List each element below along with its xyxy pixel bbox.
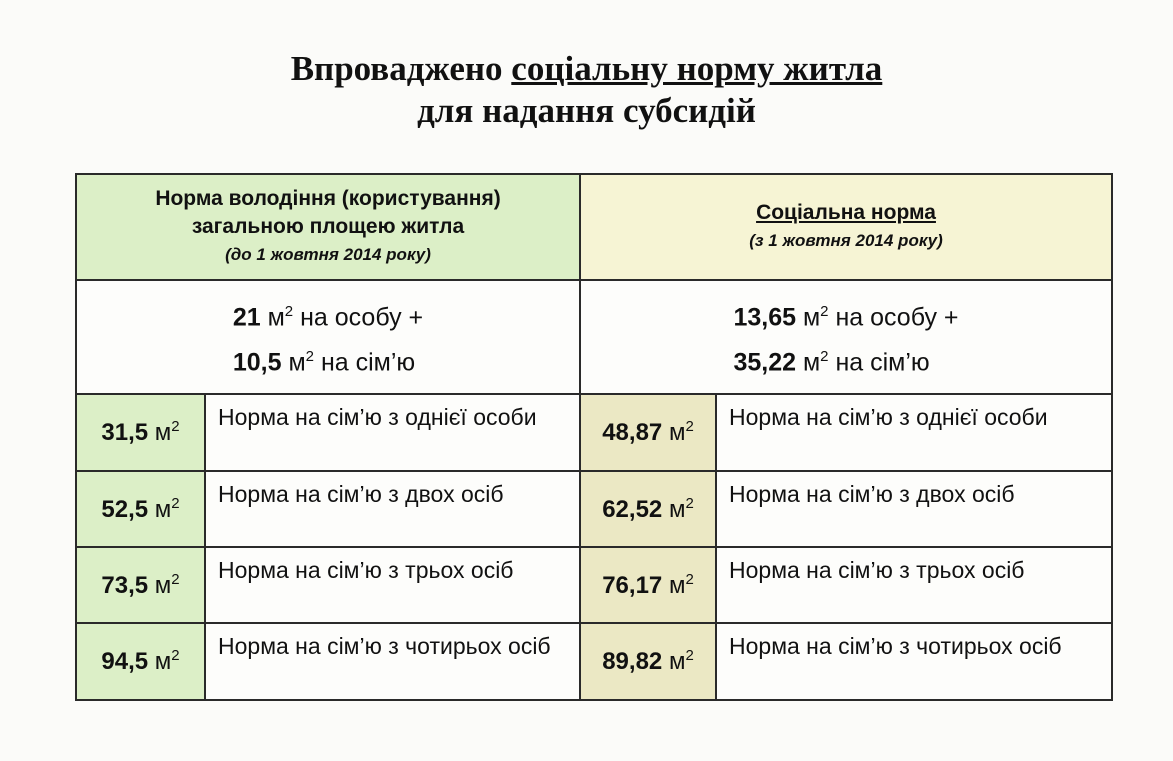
- header-old-line-1: Норма володіння (користування): [155, 187, 501, 210]
- title-line-1: [0, 48, 1173, 90]
- base-social-norm: 13,65 $м^2$ на особу + 35,22 $м^2$ на сім’ю: [580, 280, 1112, 394]
- old-value-cell: 52,5 $м^2$: [76, 471, 205, 547]
- old-value-cell: 31,5 $м^2$: [76, 394, 205, 471]
- social-per-family-value: 35,22: [733, 348, 797, 377]
- social-per-person-text: на особу +: [828, 303, 959, 331]
- title-underlined: соціальну норму житла: [511, 49, 883, 88]
- old-desc-cell: Норма на сім’ю з однієї особи: [205, 394, 580, 471]
- title-lead: Впроваджено: [290, 49, 512, 88]
- header-old-norm: [76, 174, 580, 280]
- base-row: [76, 280, 1112, 394]
- old-per-person-text: на особу +: [293, 303, 424, 331]
- old-desc-cell: Норма на сім’ю з чотирьох осіб: [205, 623, 580, 700]
- social-value-cell: 62,52 $м^2$: [580, 471, 716, 547]
- social-per-family-text: на сім’ю: [828, 348, 930, 377]
- social-value-cell: 48,87 $м^2$: [580, 394, 716, 471]
- old-desc-cell: Норма на сім’ю з двох осіб: [205, 471, 580, 547]
- header-old-line-2: загальною площею житла: [191, 215, 465, 238]
- base-old-norm: 21 $м^2$ на особу + 10,5 $м^2$ на сім’ю: [76, 280, 580, 394]
- social-per-person-value: 13,65: [733, 303, 797, 331]
- header-old-note: (до 1 жовтня 2014 року): [225, 245, 431, 264]
- social-desc-cell: Норма на сім’ю з однієї особи: [716, 394, 1112, 471]
- header-social-note: (з 1 жовтня 2014 року): [749, 231, 943, 250]
- old-per-family-value: 10,5: [232, 348, 282, 377]
- social-value-cell: 89,82 $м^2$: [580, 623, 716, 700]
- old-per-person-value: 21: [232, 303, 261, 331]
- header-row: [76, 174, 1112, 280]
- social-desc-cell: Норма на сім’ю з трьох осіб: [716, 547, 1112, 623]
- old-per-family-text: на сім’ю: [314, 348, 416, 377]
- table-row: [76, 623, 1112, 700]
- table-row: [76, 471, 1112, 547]
- social-desc-cell: Норма на сім’ю з чотирьох осіб: [716, 623, 1112, 700]
- header-social-norm: [580, 174, 1112, 280]
- old-desc-cell: Норма на сім’ю з трьох осіб: [205, 547, 580, 623]
- table-row: [76, 394, 1112, 471]
- old-value-cell: 73,5 $м^2$: [76, 547, 205, 623]
- social-desc-cell: Норма на сім’ю з двох осіб: [716, 471, 1112, 547]
- norms-table: [75, 173, 1113, 701]
- table-row: [76, 547, 1112, 623]
- old-value-cell: 94,5 $м^2$: [76, 623, 205, 700]
- title-line-2: для надання субсидій: [417, 91, 756, 130]
- social-value-cell: 76,17 $м^2$: [580, 547, 716, 623]
- page-title: [0, 48, 1173, 132]
- header-social-title: Соціальна норма: [756, 201, 936, 224]
